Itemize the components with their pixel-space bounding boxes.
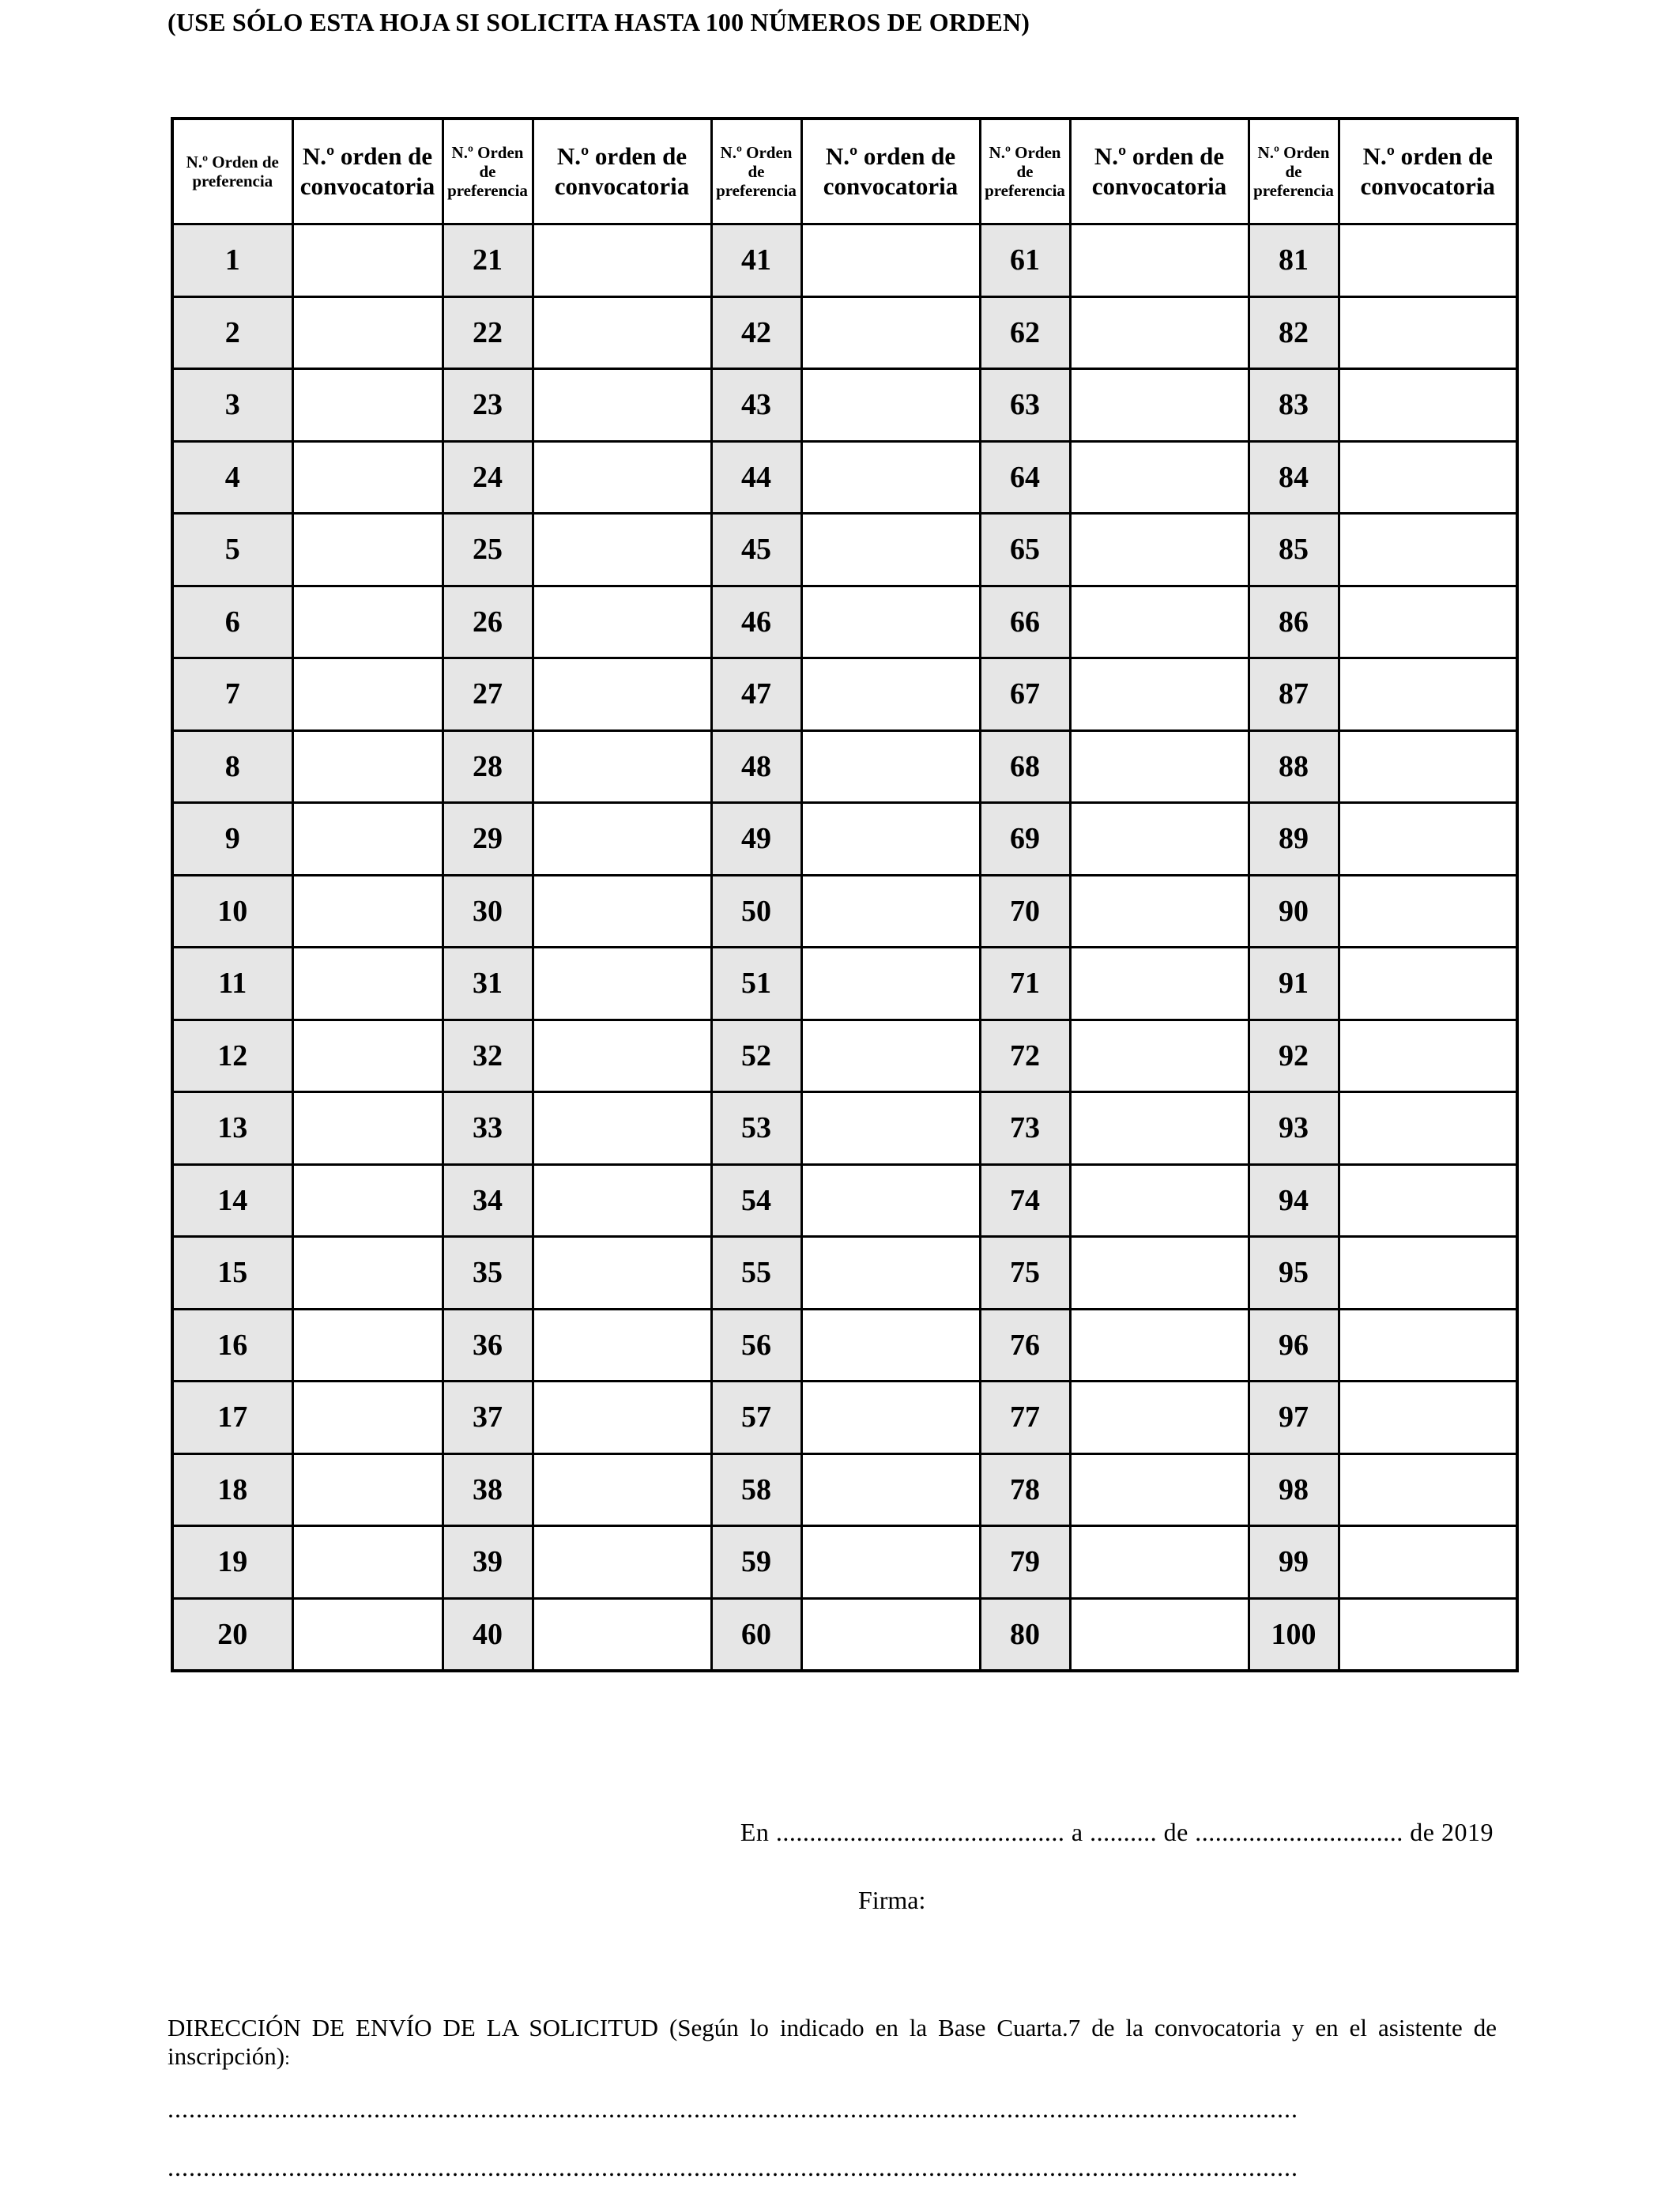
convocatoria-entry-field[interactable] bbox=[533, 1309, 711, 1382]
convocatoria-entry-field[interactable] bbox=[292, 1598, 443, 1671]
table-row bbox=[172, 948, 1517, 1020]
convocatoria-entry-field[interactable] bbox=[1070, 803, 1249, 876]
preference-number: 36 bbox=[443, 1309, 533, 1382]
preference-number: 15 bbox=[172, 1237, 292, 1310]
convocatoria-entry-field[interactable] bbox=[801, 224, 980, 297]
preference-number: 58 bbox=[711, 1453, 801, 1526]
preference-number: 21 bbox=[443, 224, 533, 297]
convocatoria-entry-field[interactable] bbox=[292, 1020, 443, 1092]
convocatoria-entry-field[interactable] bbox=[1070, 1526, 1249, 1599]
preference-number: 61 bbox=[980, 224, 1070, 297]
convocatoria-entry-field[interactable] bbox=[1339, 369, 1517, 442]
preference-number: 37 bbox=[443, 1382, 533, 1454]
preference-number: 93 bbox=[1249, 1092, 1339, 1165]
preference-number: 1 bbox=[172, 224, 292, 297]
convocatoria-entry-field[interactable] bbox=[1070, 586, 1249, 658]
convocatoria-entry-field[interactable] bbox=[1070, 1453, 1249, 1526]
preference-number: 28 bbox=[443, 730, 533, 803]
convocatoria-entry-field[interactable] bbox=[1070, 1598, 1249, 1671]
preference-number: 99 bbox=[1249, 1526, 1339, 1599]
convocatoria-entry-field[interactable] bbox=[292, 224, 443, 297]
convocatoria-entry-field[interactable] bbox=[292, 1237, 443, 1310]
table-row bbox=[172, 514, 1517, 586]
preference-number: 8 bbox=[172, 730, 292, 803]
convocatoria-entry-field[interactable] bbox=[292, 514, 443, 586]
preference-number: 23 bbox=[443, 369, 533, 442]
preference-number: 80 bbox=[980, 1598, 1070, 1671]
convocatoria-entry-field[interactable] bbox=[533, 803, 711, 876]
preference-number: 95 bbox=[1249, 1237, 1339, 1310]
preference-number: 41 bbox=[711, 224, 801, 297]
address-label-colon: : bbox=[284, 2049, 290, 2069]
convocatoria-entry-field[interactable] bbox=[533, 369, 711, 442]
preference-number: 69 bbox=[980, 803, 1070, 876]
convocatoria-entry-field[interactable] bbox=[292, 730, 443, 803]
convocatoria-entry-field[interactable] bbox=[801, 514, 980, 586]
convocatoria-entry-field[interactable] bbox=[1339, 441, 1517, 514]
preference-number: 7 bbox=[172, 658, 292, 731]
preference-number: 43 bbox=[711, 369, 801, 442]
preference-number: 67 bbox=[980, 658, 1070, 731]
address-label-text: DIRECCIÓN DE ENVÍO DE LA SOLICITUD (Según lo indicado en la Base Cuarta.7 de la convocatoria y en el asistente de inscripción) bbox=[168, 2014, 1497, 2070]
preference-number: 83 bbox=[1249, 369, 1339, 442]
header-orden-convocatoria: N.º orden de convocatoria bbox=[1339, 119, 1517, 224]
preference-number: 86 bbox=[1249, 586, 1339, 658]
preference-number: 32 bbox=[443, 1020, 533, 1092]
table-body bbox=[172, 224, 1517, 1672]
preference-number: 66 bbox=[980, 586, 1070, 658]
convocatoria-entry-field[interactable] bbox=[1339, 296, 1517, 369]
preference-number: 34 bbox=[443, 1164, 533, 1237]
preference-number: 100 bbox=[1249, 1598, 1339, 1671]
convocatoria-entry-field[interactable] bbox=[292, 1526, 443, 1599]
preference-number: 24 bbox=[443, 441, 533, 514]
table-row bbox=[172, 224, 1517, 297]
convocatoria-entry-field[interactable] bbox=[533, 514, 711, 586]
preference-number: 3 bbox=[172, 369, 292, 442]
convocatoria-entry-field[interactable] bbox=[1339, 1382, 1517, 1454]
convocatoria-entry-field[interactable] bbox=[1339, 1526, 1517, 1599]
table-row bbox=[172, 1309, 1517, 1382]
preference-number: 13 bbox=[172, 1092, 292, 1165]
convocatoria-entry-field[interactable] bbox=[533, 1020, 711, 1092]
table-row bbox=[172, 658, 1517, 731]
convocatoria-entry-field[interactable] bbox=[292, 948, 443, 1020]
convocatoria-entry-field[interactable] bbox=[801, 1598, 980, 1671]
preference-number: 70 bbox=[980, 875, 1070, 948]
convocatoria-entry-field[interactable] bbox=[801, 730, 980, 803]
preference-number: 97 bbox=[1249, 1382, 1339, 1454]
convocatoria-entry-field[interactable] bbox=[1070, 224, 1249, 297]
convocatoria-entry-field[interactable] bbox=[533, 224, 711, 297]
convocatoria-entry-field[interactable] bbox=[533, 441, 711, 514]
convocatoria-entry-field[interactable] bbox=[533, 296, 711, 369]
preference-number: 92 bbox=[1249, 1020, 1339, 1092]
header-orden-convocatoria: N.º orden de convocatoria bbox=[801, 119, 980, 224]
preference-number: 33 bbox=[443, 1092, 533, 1165]
table-row bbox=[172, 1598, 1517, 1671]
preference-number: 31 bbox=[443, 948, 533, 1020]
convocatoria-entry-field[interactable] bbox=[533, 1453, 711, 1526]
preference-number: 52 bbox=[711, 1020, 801, 1092]
convocatoria-entry-field[interactable] bbox=[1070, 1309, 1249, 1382]
convocatoria-entry-field[interactable] bbox=[801, 875, 980, 948]
preference-number: 50 bbox=[711, 875, 801, 948]
convocatoria-entry-field[interactable] bbox=[1070, 369, 1249, 442]
convocatoria-entry-field[interactable] bbox=[533, 730, 711, 803]
preference-number: 14 bbox=[172, 1164, 292, 1237]
convocatoria-entry-field[interactable] bbox=[1070, 1020, 1249, 1092]
preference-number: 76 bbox=[980, 1309, 1070, 1382]
convocatoria-entry-field[interactable] bbox=[1339, 514, 1517, 586]
preference-number: 81 bbox=[1249, 224, 1339, 297]
convocatoria-entry-field[interactable] bbox=[1339, 658, 1517, 731]
convocatoria-entry-field[interactable] bbox=[801, 1237, 980, 1310]
header-orden-preferencia: N.º Orden de preferencia bbox=[711, 119, 801, 224]
convocatoria-entry-field[interactable] bbox=[1070, 1164, 1249, 1237]
preference-number: 47 bbox=[711, 658, 801, 731]
preference-number: 42 bbox=[711, 296, 801, 369]
preference-number: 63 bbox=[980, 369, 1070, 442]
header-orden-convocatoria: N.º orden de convocatoria bbox=[292, 119, 443, 224]
convocatoria-entry-field[interactable] bbox=[1339, 948, 1517, 1020]
convocatoria-entry-field[interactable] bbox=[1339, 730, 1517, 803]
preference-number: 84 bbox=[1249, 441, 1339, 514]
preference-number: 12 bbox=[172, 1020, 292, 1092]
convocatoria-entry-field[interactable] bbox=[1339, 1020, 1517, 1092]
preference-number: 22 bbox=[443, 296, 533, 369]
preference-number: 54 bbox=[711, 1164, 801, 1237]
convocatoria-entry-field[interactable] bbox=[533, 875, 711, 948]
preference-number: 62 bbox=[980, 296, 1070, 369]
table-row bbox=[172, 441, 1517, 514]
table-row bbox=[172, 369, 1517, 442]
convocatoria-entry-field[interactable] bbox=[801, 586, 980, 658]
preference-number: 90 bbox=[1249, 875, 1339, 948]
preference-number: 30 bbox=[443, 875, 533, 948]
preference-number: 19 bbox=[172, 1526, 292, 1599]
header-orden-preferencia: N.º Orden de preferencia bbox=[172, 119, 292, 224]
table-row bbox=[172, 1164, 1517, 1237]
preference-number: 87 bbox=[1249, 658, 1339, 731]
convocatoria-entry-field[interactable] bbox=[801, 1382, 980, 1454]
preference-number: 85 bbox=[1249, 514, 1339, 586]
preference-number: 25 bbox=[443, 514, 533, 586]
convocatoria-entry-field[interactable] bbox=[801, 369, 980, 442]
convocatoria-entry-field[interactable] bbox=[801, 1020, 980, 1092]
convocatoria-entry-field[interactable] bbox=[292, 586, 443, 658]
convocatoria-entry-field[interactable] bbox=[292, 296, 443, 369]
preference-number: 88 bbox=[1249, 730, 1339, 803]
convocatoria-entry-field[interactable] bbox=[801, 1309, 980, 1382]
preference-number: 65 bbox=[980, 514, 1070, 586]
convocatoria-entry-field[interactable] bbox=[1070, 730, 1249, 803]
convocatoria-entry-field[interactable] bbox=[533, 948, 711, 1020]
convocatoria-entry-field[interactable] bbox=[533, 1598, 711, 1671]
convocatoria-entry-field[interactable] bbox=[1339, 1453, 1517, 1526]
header-orden-preferencia: N.º Orden de preferencia bbox=[443, 119, 533, 224]
convocatoria-entry-field[interactable] bbox=[1339, 1309, 1517, 1382]
preference-number: 35 bbox=[443, 1237, 533, 1310]
header-orden-preferencia: N.º Orden de preferencia bbox=[1249, 119, 1339, 224]
convocatoria-entry-field[interactable] bbox=[1339, 875, 1517, 948]
address-label bbox=[168, 2014, 1497, 2073]
table-row bbox=[172, 296, 1517, 369]
preference-number: 39 bbox=[443, 1526, 533, 1599]
preference-number: 56 bbox=[711, 1309, 801, 1382]
convocatoria-entry-field[interactable] bbox=[1339, 803, 1517, 876]
convocatoria-entry-field[interactable] bbox=[292, 803, 443, 876]
preference-number: 48 bbox=[711, 730, 801, 803]
convocatoria-entry-field[interactable] bbox=[1070, 1237, 1249, 1310]
place-date-line[interactable]: En ........................................... a .......... de ............................... de 2019 bbox=[740, 1818, 1494, 1846]
convocatoria-entry-field[interactable] bbox=[533, 1382, 711, 1454]
preference-number: 91 bbox=[1249, 948, 1339, 1020]
preference-table bbox=[171, 117, 1519, 1672]
preference-number: 59 bbox=[711, 1526, 801, 1599]
convocatoria-entry-field[interactable] bbox=[1070, 1382, 1249, 1454]
preference-number: 64 bbox=[980, 441, 1070, 514]
convocatoria-entry-field[interactable] bbox=[801, 1453, 980, 1526]
preference-number: 82 bbox=[1249, 296, 1339, 369]
convocatoria-entry-field[interactable] bbox=[1070, 875, 1249, 948]
preference-number: 53 bbox=[711, 1092, 801, 1165]
convocatoria-entry-field[interactable] bbox=[1339, 586, 1517, 658]
preference-number: 96 bbox=[1249, 1309, 1339, 1382]
preference-number: 10 bbox=[172, 875, 292, 948]
convocatoria-entry-field[interactable] bbox=[1070, 296, 1249, 369]
preference-number: 44 bbox=[711, 441, 801, 514]
preference-number: 57 bbox=[711, 1382, 801, 1454]
convocatoria-entry-field[interactable] bbox=[801, 1092, 980, 1165]
preference-number: 45 bbox=[711, 514, 801, 586]
preference-number: 89 bbox=[1249, 803, 1339, 876]
convocatoria-entry-field[interactable] bbox=[533, 586, 711, 658]
table-row bbox=[172, 1453, 1517, 1526]
table-row bbox=[172, 1020, 1517, 1092]
preference-number: 79 bbox=[980, 1526, 1070, 1599]
table-header bbox=[172, 119, 1517, 224]
preference-number: 68 bbox=[980, 730, 1070, 803]
preference-number: 73 bbox=[980, 1092, 1070, 1165]
preference-number: 60 bbox=[711, 1598, 801, 1671]
convocatoria-entry-field[interactable] bbox=[1070, 948, 1249, 1020]
convocatoria-entry-field[interactable] bbox=[801, 803, 980, 876]
preference-number: 6 bbox=[172, 586, 292, 658]
convocatoria-entry-field[interactable] bbox=[1339, 1092, 1517, 1165]
preference-number: 26 bbox=[443, 586, 533, 658]
preference-number: 51 bbox=[711, 948, 801, 1020]
table-row bbox=[172, 1237, 1517, 1310]
header-orden-convocatoria: N.º orden de convocatoria bbox=[533, 119, 711, 224]
preference-number: 16 bbox=[172, 1309, 292, 1382]
convocatoria-entry-field[interactable] bbox=[1339, 1598, 1517, 1671]
table-row bbox=[172, 1382, 1517, 1454]
table-row bbox=[172, 1092, 1517, 1165]
preference-number: 49 bbox=[711, 803, 801, 876]
convocatoria-entry-field[interactable] bbox=[292, 1092, 443, 1165]
table-row bbox=[172, 586, 1517, 658]
table-row bbox=[172, 1526, 1517, 1599]
preference-number: 55 bbox=[711, 1237, 801, 1310]
preference-number: 77 bbox=[980, 1382, 1070, 1454]
convocatoria-entry-field[interactable] bbox=[1070, 441, 1249, 514]
table-row bbox=[172, 730, 1517, 803]
convocatoria-entry-field[interactable] bbox=[1070, 1092, 1249, 1165]
preference-number: 9 bbox=[172, 803, 292, 876]
preference-number: 11 bbox=[172, 948, 292, 1020]
convocatoria-entry-field[interactable] bbox=[533, 1526, 711, 1599]
preference-number: 29 bbox=[443, 803, 533, 876]
table-row bbox=[172, 803, 1517, 876]
convocatoria-entry-field[interactable] bbox=[292, 1453, 443, 1526]
address-line-1[interactable]: ............................................................................................................................................................... bbox=[168, 2094, 1298, 2123]
preference-number: 5 bbox=[172, 514, 292, 586]
convocatoria-entry-field[interactable] bbox=[292, 1309, 443, 1382]
convocatoria-entry-field[interactable] bbox=[1339, 224, 1517, 297]
convocatoria-entry-field[interactable] bbox=[1339, 1164, 1517, 1237]
convocatoria-entry-field[interactable] bbox=[292, 441, 443, 514]
convocatoria-entry-field[interactable] bbox=[801, 296, 980, 369]
convocatoria-entry-field[interactable] bbox=[292, 1164, 443, 1237]
convocatoria-entry-field[interactable] bbox=[801, 658, 980, 731]
table-row bbox=[172, 875, 1517, 948]
convocatoria-entry-field[interactable] bbox=[533, 1237, 711, 1310]
preference-number: 46 bbox=[711, 586, 801, 658]
convocatoria-entry-field[interactable] bbox=[801, 948, 980, 1020]
convocatoria-entry-field[interactable] bbox=[292, 658, 443, 731]
preference-number: 74 bbox=[980, 1164, 1070, 1237]
convocatoria-entry-field[interactable] bbox=[533, 1092, 711, 1165]
preference-number: 4 bbox=[172, 441, 292, 514]
preference-number: 38 bbox=[443, 1453, 533, 1526]
convocatoria-entry-field[interactable] bbox=[801, 1526, 980, 1599]
preference-number: 27 bbox=[443, 658, 533, 731]
preference-number: 18 bbox=[172, 1453, 292, 1526]
preference-number: 75 bbox=[980, 1237, 1070, 1310]
preference-number: 94 bbox=[1249, 1164, 1339, 1237]
convocatoria-entry-field[interactable] bbox=[533, 1164, 711, 1237]
convocatoria-entry-field[interactable] bbox=[1070, 514, 1249, 586]
preference-number: 72 bbox=[980, 1020, 1070, 1092]
signature-label: Firma: bbox=[858, 1886, 926, 1914]
preference-number: 71 bbox=[980, 948, 1070, 1020]
convocatoria-entry-field[interactable] bbox=[801, 441, 980, 514]
header-orden-convocatoria: N.º orden de convocatoria bbox=[1070, 119, 1249, 224]
header-orden-preferencia: N.º Orden de preferencia bbox=[980, 119, 1070, 224]
address-line-2[interactable]: ............................................................................................................................................................... bbox=[168, 2153, 1298, 2181]
convocatoria-entry-field[interactable] bbox=[801, 1164, 980, 1237]
convocatoria-entry-field[interactable] bbox=[292, 1382, 443, 1454]
preference-number: 98 bbox=[1249, 1453, 1339, 1526]
preference-number: 20 bbox=[172, 1598, 292, 1671]
preference-number: 2 bbox=[172, 296, 292, 369]
convocatoria-entry-field[interactable] bbox=[292, 369, 443, 442]
convocatoria-entry-field[interactable] bbox=[533, 658, 711, 731]
preference-number: 78 bbox=[980, 1453, 1070, 1526]
convocatoria-entry-field[interactable] bbox=[1339, 1237, 1517, 1310]
preference-number: 40 bbox=[443, 1598, 533, 1671]
convocatoria-entry-field[interactable] bbox=[292, 875, 443, 948]
preference-number: 17 bbox=[172, 1382, 292, 1454]
convocatoria-entry-field[interactable] bbox=[1070, 658, 1249, 731]
page-heading: (USE SÓLO ESTA HOJA SI SOLICITA HASTA 100 NÚMEROS DE ORDEN) bbox=[168, 8, 1030, 36]
